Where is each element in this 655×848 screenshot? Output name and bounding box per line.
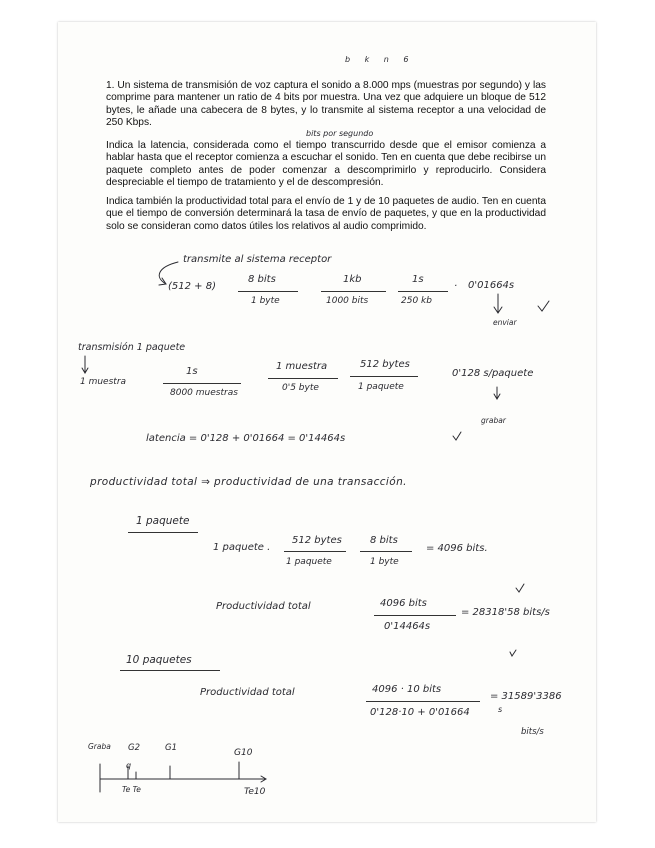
hw-prod10-unit: bits/s — [521, 727, 544, 737]
hw-prod10-label: Productividad total — [200, 687, 295, 698]
hw-tl-t: q — [126, 761, 132, 770]
problem-paragraph-3: Indica también la productividad total para el envío de 1 y de 10 paquetes de audio. Ten en cuenta que el tiempo de conversión determinará la tasa de envío de paquetes, y que en la productividad solo se consideran como datos útiles los relativos al audio comprimido. — [106, 196, 546, 232]
hw-tl-g2: G2 — [128, 743, 140, 753]
hw-f1-d-num: 1s — [412, 274, 424, 285]
hw-latencia: latencia = 0'128 + 0'01664 = 0'14464s — [146, 433, 346, 444]
hw-prod10-num: 4096 · 10 bits — [372, 684, 442, 695]
hw-f2-a-den: 8000 muestras — [170, 388, 238, 398]
hw-prod1-result: = 28318'58 bits/s — [461, 607, 550, 618]
hw-trans-label: transmisión 1 paquete — [78, 342, 186, 353]
hw-tl-g10: G10 — [234, 748, 253, 758]
hw-prod1-den: 0'14464s — [384, 621, 431, 632]
hw-heading-10-paquetes: 10 paquetes — [126, 654, 192, 666]
hw-f1-b-den: 1 byte — [251, 296, 280, 306]
hw-f2-c-den: 1 paquete — [358, 382, 404, 392]
checkmark-icon — [516, 584, 524, 592]
hw-f3-c-num: 8 bits — [370, 535, 398, 546]
hw-transmit-label: transmite al sistema receptor — [183, 254, 332, 265]
hw-prod1-num: 4096 bits — [380, 598, 427, 609]
header-initials: b k n 6 — [345, 55, 415, 64]
hw-prod10-den: 0'128·10 + 0'01664 — [370, 707, 470, 718]
hw-prod10-s: s — [498, 705, 503, 714]
hw-f2-b-den: 0'5 byte — [282, 383, 319, 393]
annotation-bits-por-segundo: bits por segundo — [306, 129, 374, 138]
hw-f1-d-den: 250 kb — [401, 296, 432, 306]
hw-prod1-label: Productividad total — [216, 601, 311, 612]
hw-f1-under: enviar — [493, 318, 517, 327]
hw-f2-result: 0'128 s/paquete — [452, 368, 534, 379]
curved-arrow — [159, 262, 178, 284]
hw-tl-graba: Graba — [88, 742, 111, 751]
hw-f1-result: 0'01664s — [468, 280, 515, 291]
hw-f1-a: (512 + 8) — [168, 281, 216, 292]
hw-prod-line: productividad total ⇒ productividad de una transacción. — [90, 476, 407, 488]
hw-f2-c-num: 512 bytes — [360, 359, 410, 370]
checkmark-icon — [510, 650, 516, 656]
hw-f1-dot: · — [454, 281, 458, 292]
hw-f3-lhs: 1 paquete . — [213, 542, 271, 553]
problem-paragraph-2: Indica la latencia, considerada como el tiempo transcurrido desde que el emisor comienza a hablar hasta que el receptor comienza a escuchar el sonido. Ten en cuenta que debe recibirse un paquete completo antes de poder comenzar a descomprimirlo y reproducirlo. Considera despreciable el tiempo de tratamiento y el de descompresión. — [106, 140, 546, 189]
checkmark-icon — [453, 432, 461, 440]
checkmark-icon — [538, 301, 549, 311]
hw-f2-b-num: 1 muestra — [276, 361, 328, 372]
hw-tl-te10: Te10 — [244, 787, 266, 797]
hw-f3-b-num: 512 bytes — [292, 535, 342, 546]
problem-paragraph-1: 1. Un sistema de transmisión de voz captura el sonido a 8.000 mps (muestras por segundo) y las comprime para mantener un ratio de 4 bits por muestra. Una vez que adquiere un bloque de 512 bytes, le añade una cabecera de 8 bytes, y lo transmite al sistema receptor a una velocidad de 250 Kbps. — [106, 80, 546, 129]
hw-f3-b-den: 1 paquete — [286, 557, 332, 567]
hw-prod10-result: = 31589'3386 — [490, 691, 562, 702]
hw-heading-1-paquete: 1 paquete — [136, 515, 190, 527]
hw-f1-c-num: 1kb — [343, 274, 362, 285]
hw-muestra-label: 1 muestra — [80, 377, 127, 387]
hw-f1-c-den: 1000 bits — [326, 296, 369, 306]
hw-tl-te-left: Te Te — [122, 785, 141, 794]
hw-f3-result: = 4096 bits. — [426, 543, 488, 554]
hw-f1-b-num: 8 bits — [248, 274, 276, 285]
exam-sheet — [58, 22, 596, 822]
pen-strokes — [58, 22, 596, 822]
hw-f2-under: grabar — [481, 416, 506, 425]
hw-tl-g1: G1 — [165, 743, 177, 753]
hw-f2-a-num: 1s — [186, 366, 198, 377]
hw-f3-c-den: 1 byte — [370, 557, 399, 567]
